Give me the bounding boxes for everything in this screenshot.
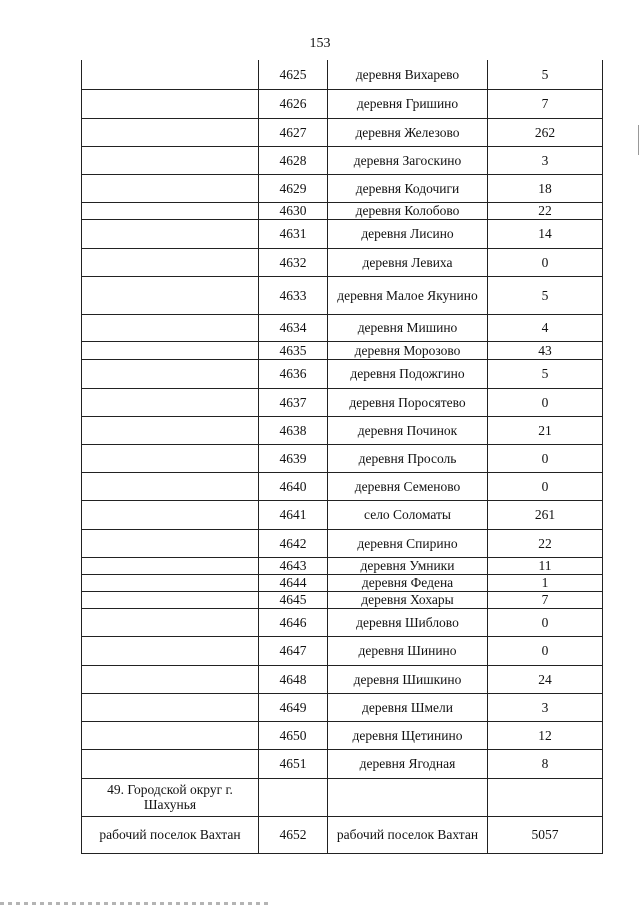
settlement-value: 18 (488, 174, 603, 202)
row-number: 4646 (259, 608, 328, 636)
district-cell-continued (82, 416, 259, 444)
settlement-name: рабочий поселок Вахтан (328, 816, 488, 853)
district-cell-continued (82, 219, 259, 248)
row-number: 4626 (259, 89, 328, 118)
settlement-value: 262 (488, 118, 603, 146)
settlement-name: деревня Малое Якунино (328, 276, 488, 314)
settlement-value: 22 (488, 202, 603, 219)
settlement-name: деревня Подожгино (328, 359, 488, 388)
settlement-name: деревня Семеново (328, 472, 488, 500)
district-cell-continued (82, 721, 259, 749)
table-row (82, 219, 603, 248)
settlement-value: 4 (488, 314, 603, 341)
table-row (82, 557, 603, 574)
row-number: 4645 (259, 591, 328, 608)
table-row (82, 416, 603, 444)
row-number: 4638 (259, 416, 328, 444)
row-number: 4636 (259, 359, 328, 388)
row-number: 4640 (259, 472, 328, 500)
district-cell-continued (82, 341, 259, 359)
district-cell-continued (82, 529, 259, 557)
settlement-name: деревня Шинино (328, 636, 488, 665)
settlement-value: 43 (488, 341, 603, 359)
settlement-value: 7 (488, 591, 603, 608)
table-row (82, 60, 603, 89)
settlement-name: деревня Кодочиги (328, 174, 488, 202)
table-row (82, 472, 603, 500)
settlement-name: деревня Колобово (328, 202, 488, 219)
row-number: 4644 (259, 574, 328, 591)
district-cell-continued (82, 665, 259, 693)
table-body (82, 60, 603, 853)
table-row (82, 89, 603, 118)
settlement-value: 8 (488, 749, 603, 778)
row-number: 4647 (259, 636, 328, 665)
row-number: 4632 (259, 248, 328, 276)
district-cell-continued (82, 89, 259, 118)
settlement-name: деревня Левиха (328, 248, 488, 276)
row-number: 4648 (259, 665, 328, 693)
row-number: 4627 (259, 118, 328, 146)
row-number: 4641 (259, 500, 328, 529)
district-cell-continued (82, 574, 259, 591)
settlement-value: 7 (488, 89, 603, 118)
page-number: 153 (309, 36, 331, 51)
empty-cell (488, 778, 603, 816)
settlement-name: деревня Шишкино (328, 665, 488, 693)
row-number: 4650 (259, 721, 328, 749)
row-number: 4651 (259, 749, 328, 778)
settlement-name: деревня Хохары (328, 591, 488, 608)
settlement-value: 21 (488, 416, 603, 444)
district-cell-continued (82, 118, 259, 146)
settlement-name: деревня Загоскино (328, 146, 488, 174)
district-header: 49. Городской округ г. Шахунья (82, 778, 259, 816)
district-cell-continued (82, 693, 259, 721)
settlement-value: 12 (488, 721, 603, 749)
district-cell-continued (82, 444, 259, 472)
settlement-name: деревня Ягодная (328, 749, 488, 778)
settlement-name: деревня Шиблово (328, 608, 488, 636)
table-row (82, 608, 603, 636)
table-row (82, 146, 603, 174)
row-number: 4630 (259, 202, 328, 219)
settlement-value: 0 (488, 608, 603, 636)
settlement-name: деревня Вихарево (328, 60, 488, 89)
settlement-name: деревня Поросятево (328, 388, 488, 416)
settlement-value: 14 (488, 219, 603, 248)
row-number: 4637 (259, 388, 328, 416)
empty-cell (328, 778, 488, 816)
settlement-value: 1 (488, 574, 603, 591)
settlement-name: деревня Гришино (328, 89, 488, 118)
district-cell-continued (82, 359, 259, 388)
settlement-name: деревня Железово (328, 118, 488, 146)
settlement-value: 3 (488, 693, 603, 721)
row-number: 4642 (259, 529, 328, 557)
empty-cell (259, 778, 328, 816)
table-row (82, 341, 603, 359)
settlement-name: деревня Починок (328, 416, 488, 444)
row-number: 4634 (259, 314, 328, 341)
district-cell-continued (82, 314, 259, 341)
settlement-value: 3 (488, 146, 603, 174)
table-row (82, 529, 603, 557)
table-row (82, 276, 603, 314)
row-number: 4635 (259, 341, 328, 359)
settlement-value: 5 (488, 276, 603, 314)
settlement-name: деревня Щетинино (328, 721, 488, 749)
table-row (82, 202, 603, 219)
district-cell-continued (82, 557, 259, 574)
row-number: 4649 (259, 693, 328, 721)
settlement-value: 22 (488, 529, 603, 557)
settlement-name: деревня Мишино (328, 314, 488, 341)
row-number: 4652 (259, 816, 328, 853)
row-number: 4631 (259, 219, 328, 248)
table-row (82, 359, 603, 388)
district-cell-continued (82, 608, 259, 636)
district-cell-continued (82, 636, 259, 665)
settlement-name: деревня Федена (328, 574, 488, 591)
scan-edge-mark (638, 125, 639, 155)
settlement-name: деревня Лисино (328, 219, 488, 248)
district-cell-continued (82, 388, 259, 416)
row-number: 4625 (259, 60, 328, 89)
district-header-row (82, 778, 603, 816)
table-row (82, 388, 603, 416)
district-cell-continued (82, 174, 259, 202)
row-number: 4633 (259, 276, 328, 314)
settlement-value: 24 (488, 665, 603, 693)
settlement-value: 5 (488, 60, 603, 89)
settlement-value: 0 (488, 472, 603, 500)
table-row (82, 574, 603, 591)
table-row (82, 248, 603, 276)
settlement-table (81, 60, 603, 854)
settlement-value: 0 (488, 444, 603, 472)
table-row (82, 118, 603, 146)
settlement-value: 261 (488, 500, 603, 529)
settlement-name: деревня Просоль (328, 444, 488, 472)
table-row (82, 816, 603, 853)
table-row (82, 693, 603, 721)
settlement-name: село Соломаты (328, 500, 488, 529)
table-row (82, 444, 603, 472)
settlement-value: 0 (488, 248, 603, 276)
table-row (82, 500, 603, 529)
settlement-value: 0 (488, 636, 603, 665)
settlement-value: 11 (488, 557, 603, 574)
table-row (82, 749, 603, 778)
settlement-name: деревня Морозово (328, 341, 488, 359)
district-cell-continued (82, 146, 259, 174)
district-cell-continued (82, 500, 259, 529)
settlement-value: 0 (488, 388, 603, 416)
district-cell-continued (82, 472, 259, 500)
table-row (82, 314, 603, 341)
table-row (82, 665, 603, 693)
row-number: 4643 (259, 557, 328, 574)
settlement-name: деревня Спирино (328, 529, 488, 557)
settlement-name: деревня Шмели (328, 693, 488, 721)
row-number: 4629 (259, 174, 328, 202)
table-row (82, 591, 603, 608)
district-cell-continued (82, 749, 259, 778)
table-row (82, 721, 603, 749)
table-row (82, 174, 603, 202)
row-number: 4639 (259, 444, 328, 472)
district-cell-continued (82, 248, 259, 276)
district-cell-continued (82, 202, 259, 219)
district-cell-continued (82, 60, 259, 89)
settlement-value: 5 (488, 359, 603, 388)
settlement-value: 5057 (488, 816, 603, 853)
district-settlement-name: рабочий поселок Вахтан (82, 816, 259, 853)
district-cell-continued (82, 591, 259, 608)
table-row (82, 636, 603, 665)
row-number: 4628 (259, 146, 328, 174)
settlement-name: деревня Умники (328, 557, 488, 574)
district-cell-continued (82, 276, 259, 314)
